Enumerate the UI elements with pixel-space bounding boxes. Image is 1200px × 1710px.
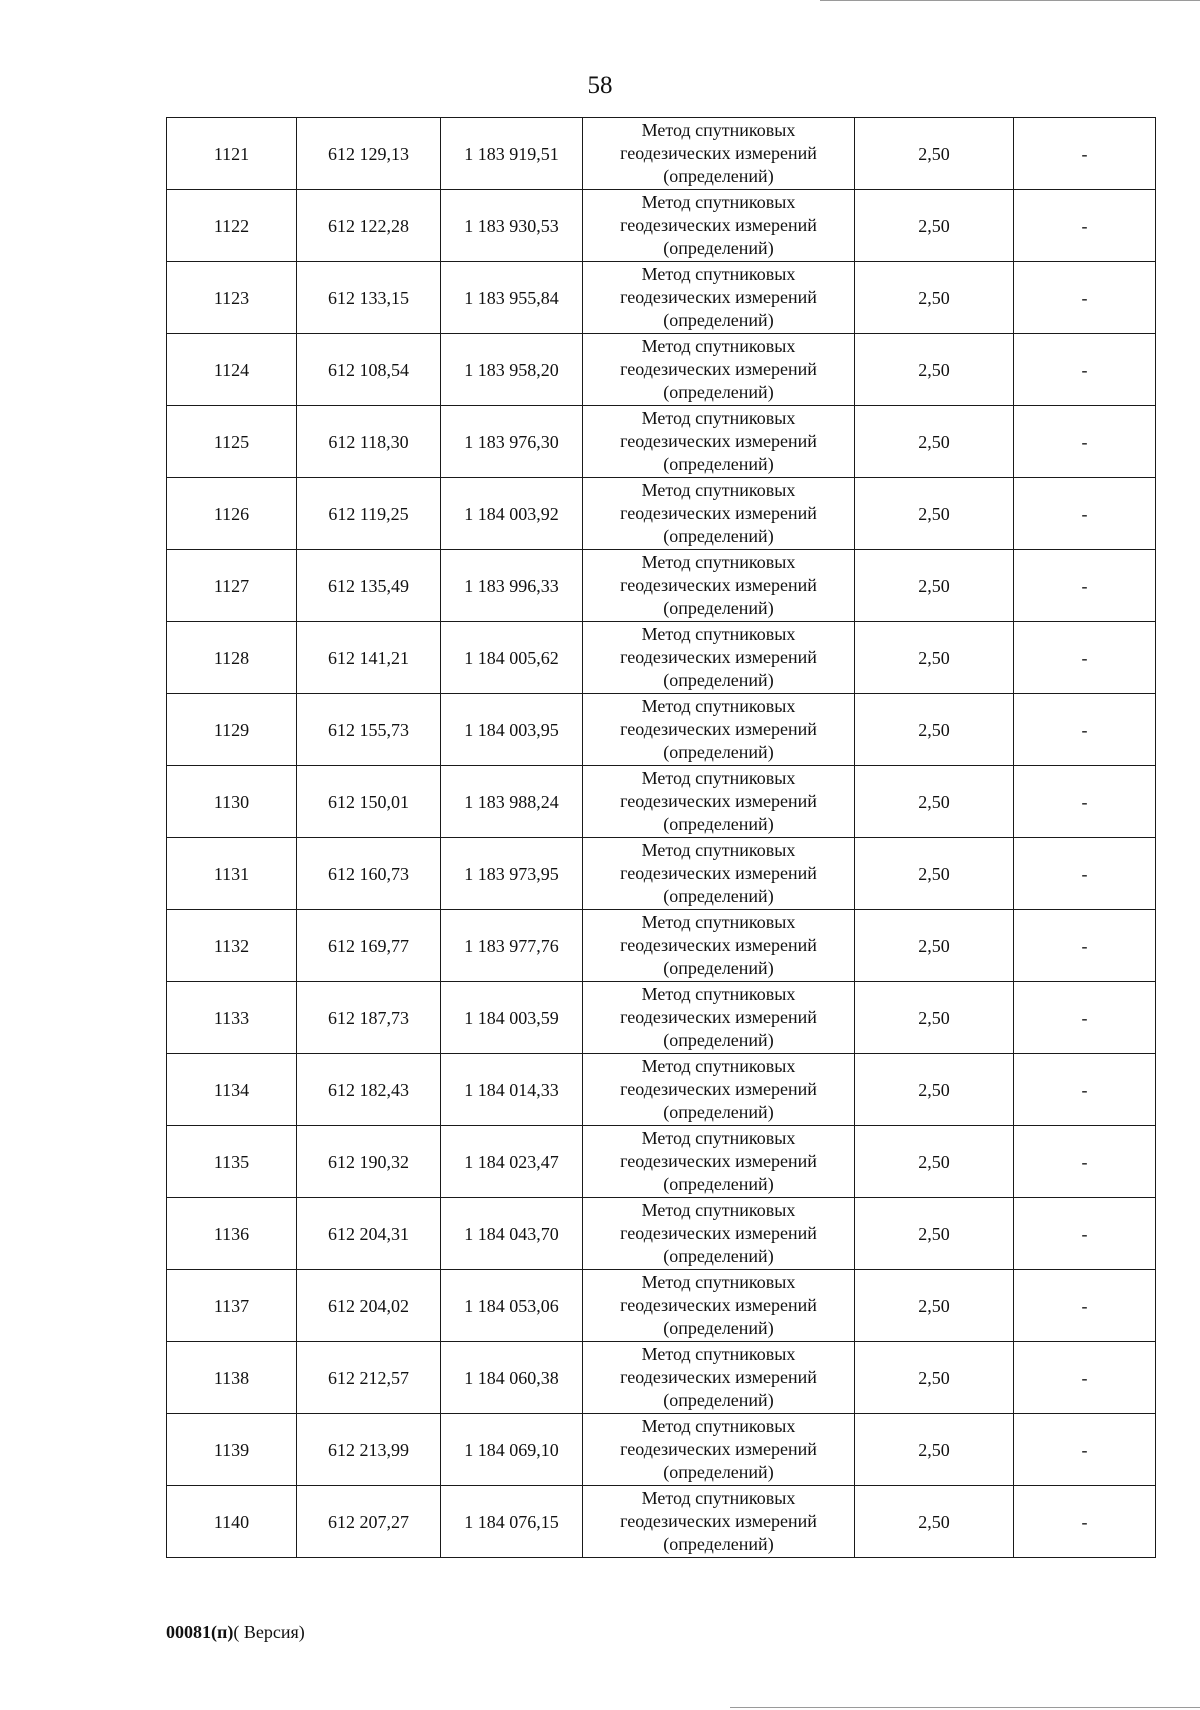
method-line: Метод спутниковых [641, 408, 796, 428]
table-row [167, 1342, 1156, 1414]
method-cell [583, 1054, 855, 1126]
method-line: Метод спутниковых [641, 1272, 796, 1292]
point-number-cell: 1133 [167, 982, 297, 1054]
method-line: (определений) [663, 598, 774, 618]
method-line: Метод спутниковых [641, 336, 796, 356]
method-cell [583, 334, 855, 406]
method-line: геодезических измерений [620, 935, 817, 955]
note-cell: - [1014, 1414, 1156, 1486]
table-row [167, 406, 1156, 478]
note-cell: - [1014, 1126, 1156, 1198]
x-coordinate-cell: 612 190,32 [297, 1126, 441, 1198]
method-cell [583, 982, 855, 1054]
method-cell [583, 766, 855, 838]
point-number-cell: 1137 [167, 1270, 297, 1342]
method-cell [583, 1198, 855, 1270]
x-coordinate-cell: 612 135,49 [297, 550, 441, 622]
method-line: Метод спутниковых [641, 768, 796, 788]
y-coordinate-cell: 1 184 069,10 [441, 1414, 583, 1486]
y-coordinate-cell: 1 183 977,76 [441, 910, 583, 982]
table-row [167, 550, 1156, 622]
note-cell: - [1014, 262, 1156, 334]
accuracy-cell: 2,50 [855, 478, 1014, 550]
y-coordinate-cell: 1 183 976,30 [441, 406, 583, 478]
method-cell [583, 550, 855, 622]
method-line: геодезических измерений [620, 1511, 817, 1531]
table-row [167, 190, 1156, 262]
table-row [167, 1198, 1156, 1270]
x-coordinate-cell: 612 155,73 [297, 694, 441, 766]
accuracy-cell: 2,50 [855, 982, 1014, 1054]
x-coordinate-cell: 612 150,01 [297, 766, 441, 838]
coordinates-table [166, 117, 1156, 1558]
table-row [167, 982, 1156, 1054]
method-line: геодезических измерений [620, 143, 817, 163]
point-number-cell: 1135 [167, 1126, 297, 1198]
x-coordinate-cell: 612 187,73 [297, 982, 441, 1054]
table-row [167, 838, 1156, 910]
method-line: (определений) [663, 382, 774, 402]
method-line: (определений) [663, 958, 774, 978]
method-line: геодезических измерений [620, 503, 817, 523]
note-cell: - [1014, 190, 1156, 262]
x-coordinate-cell: 612 122,28 [297, 190, 441, 262]
method-line: геодезических измерений [620, 431, 817, 451]
method-cell [583, 622, 855, 694]
y-coordinate-cell: 1 183 930,53 [441, 190, 583, 262]
method-line: (определений) [663, 310, 774, 330]
method-line: Метод спутниковых [641, 1128, 796, 1148]
method-line: геодезических измерений [620, 287, 817, 307]
method-line: (определений) [663, 238, 774, 258]
method-line: (определений) [663, 1174, 774, 1194]
table-row [167, 262, 1156, 334]
accuracy-cell: 2,50 [855, 334, 1014, 406]
point-number-cell: 1127 [167, 550, 297, 622]
method-line: Метод спутниковых [641, 480, 796, 500]
method-line: (определений) [663, 1534, 774, 1554]
y-coordinate-cell: 1 184 043,70 [441, 1198, 583, 1270]
x-coordinate-cell: 612 182,43 [297, 1054, 441, 1126]
method-cell [583, 406, 855, 478]
method-line: Метод спутниковых [641, 1056, 796, 1076]
method-cell [583, 1270, 855, 1342]
method-line: (определений) [663, 1318, 774, 1338]
x-coordinate-cell: 612 204,31 [297, 1198, 441, 1270]
note-cell: - [1014, 1270, 1156, 1342]
x-coordinate-cell: 612 118,30 [297, 406, 441, 478]
accuracy-cell: 2,50 [855, 1270, 1014, 1342]
accuracy-cell: 2,50 [855, 1126, 1014, 1198]
y-coordinate-cell: 1 184 014,33 [441, 1054, 583, 1126]
x-coordinate-cell: 612 119,25 [297, 478, 441, 550]
method-line: Метод спутниковых [641, 1344, 796, 1364]
method-cell [583, 118, 855, 190]
document-code: 00081(п) [166, 1622, 234, 1642]
accuracy-cell: 2,50 [855, 910, 1014, 982]
y-coordinate-cell: 1 184 005,62 [441, 622, 583, 694]
method-line: (определений) [663, 742, 774, 762]
method-line: геодезических измерений [620, 1151, 817, 1171]
x-coordinate-cell: 612 108,54 [297, 334, 441, 406]
x-coordinate-cell: 612 207,27 [297, 1486, 441, 1558]
x-coordinate-cell: 612 169,77 [297, 910, 441, 982]
method-line: (определений) [663, 1246, 774, 1266]
method-line: (определений) [663, 166, 774, 186]
method-cell [583, 1414, 855, 1486]
table-row [167, 1054, 1156, 1126]
y-coordinate-cell: 1 184 060,38 [441, 1342, 583, 1414]
point-number-cell: 1128 [167, 622, 297, 694]
point-number-cell: 1131 [167, 838, 297, 910]
point-number-cell: 1129 [167, 694, 297, 766]
method-line: геодезических измерений [620, 1079, 817, 1099]
table-row [167, 1486, 1156, 1558]
note-cell: - [1014, 1342, 1156, 1414]
method-line: Метод спутниковых [641, 696, 796, 716]
method-line: геодезических измерений [620, 215, 817, 235]
y-coordinate-cell: 1 183 996,33 [441, 550, 583, 622]
accuracy-cell: 2,50 [855, 622, 1014, 694]
table-row [167, 910, 1156, 982]
method-line: (определений) [663, 1102, 774, 1122]
x-coordinate-cell: 612 213,99 [297, 1414, 441, 1486]
method-cell [583, 478, 855, 550]
method-line: (определений) [663, 526, 774, 546]
method-line: (определений) [663, 886, 774, 906]
table-row [167, 1126, 1156, 1198]
note-cell: - [1014, 838, 1156, 910]
accuracy-cell: 2,50 [855, 1414, 1014, 1486]
method-line: геодезических измерений [620, 1223, 817, 1243]
accuracy-cell: 2,50 [855, 694, 1014, 766]
y-coordinate-cell: 1 184 053,06 [441, 1270, 583, 1342]
y-coordinate-cell: 1 183 988,24 [441, 766, 583, 838]
method-line: Метод спутниковых [641, 1200, 796, 1220]
point-number-cell: 1140 [167, 1486, 297, 1558]
y-coordinate-cell: 1 183 919,51 [441, 118, 583, 190]
note-cell: - [1014, 334, 1156, 406]
method-cell [583, 1486, 855, 1558]
note-cell: - [1014, 766, 1156, 838]
table-row [167, 478, 1156, 550]
y-coordinate-cell: 1 184 003,95 [441, 694, 583, 766]
accuracy-cell: 2,50 [855, 838, 1014, 910]
method-cell [583, 838, 855, 910]
method-line: Метод спутниковых [641, 120, 796, 140]
point-number-cell: 1139 [167, 1414, 297, 1486]
note-cell: - [1014, 478, 1156, 550]
method-cell [583, 910, 855, 982]
y-coordinate-cell: 1 184 003,59 [441, 982, 583, 1054]
y-coordinate-cell: 1 183 958,20 [441, 334, 583, 406]
method-line: Метод спутниковых [641, 840, 796, 860]
method-line: геодезических измерений [620, 1007, 817, 1027]
y-coordinate-cell: 1 184 003,92 [441, 478, 583, 550]
method-line: Метод спутниковых [641, 1488, 796, 1508]
method-line: (определений) [663, 1390, 774, 1410]
accuracy-cell: 2,50 [855, 1054, 1014, 1126]
accuracy-cell: 2,50 [855, 262, 1014, 334]
method-line: (определений) [663, 670, 774, 690]
y-coordinate-cell: 1 183 973,95 [441, 838, 583, 910]
point-number-cell: 1122 [167, 190, 297, 262]
method-line: геодезических измерений [620, 719, 817, 739]
method-line: Метод спутниковых [641, 552, 796, 572]
method-line: Метод спутниковых [641, 192, 796, 212]
point-number-cell: 1126 [167, 478, 297, 550]
point-number-cell: 1124 [167, 334, 297, 406]
point-number-cell: 1134 [167, 1054, 297, 1126]
page-number: 58 [587, 72, 613, 99]
y-coordinate-cell: 1 184 076,15 [441, 1486, 583, 1558]
x-coordinate-cell: 612 160,73 [297, 838, 441, 910]
y-coordinate-cell: 1 184 023,47 [441, 1126, 583, 1198]
method-line: (определений) [663, 814, 774, 834]
method-line: геодезических измерений [620, 863, 817, 883]
method-line: геодезических измерений [620, 575, 817, 595]
note-cell: - [1014, 694, 1156, 766]
table-row [167, 622, 1156, 694]
point-number-cell: 1132 [167, 910, 297, 982]
note-cell: - [1014, 406, 1156, 478]
note-cell: - [1014, 1486, 1156, 1558]
accuracy-cell: 2,50 [855, 190, 1014, 262]
accuracy-cell: 2,50 [855, 1198, 1014, 1270]
method-cell [583, 262, 855, 334]
accuracy-cell: 2,50 [855, 1486, 1014, 1558]
point-number-cell: 1136 [167, 1198, 297, 1270]
method-line: геодезических измерений [620, 359, 817, 379]
point-number-cell: 1121 [167, 118, 297, 190]
y-coordinate-cell: 1 183 955,84 [441, 262, 583, 334]
table-row [167, 334, 1156, 406]
scan-edge-top [820, 0, 1200, 1]
method-cell [583, 1342, 855, 1414]
method-cell [583, 1126, 855, 1198]
x-coordinate-cell: 612 212,57 [297, 1342, 441, 1414]
method-line: (определений) [663, 1462, 774, 1482]
accuracy-cell: 2,50 [855, 118, 1014, 190]
method-line: (определений) [663, 454, 774, 474]
point-number-cell: 1123 [167, 262, 297, 334]
document-version: ( Версия) [233, 1622, 305, 1642]
footer-document-code [166, 1622, 305, 1643]
method-cell [583, 694, 855, 766]
accuracy-cell: 2,50 [855, 406, 1014, 478]
table-row [167, 118, 1156, 190]
method-line: Метод спутниковых [641, 912, 796, 932]
point-number-cell: 1130 [167, 766, 297, 838]
x-coordinate-cell: 612 204,02 [297, 1270, 441, 1342]
method-line: геодезических измерений [620, 1367, 817, 1387]
method-line: геодезических измерений [620, 1439, 817, 1459]
table-row [167, 766, 1156, 838]
note-cell: - [1014, 910, 1156, 982]
accuracy-cell: 2,50 [855, 1342, 1014, 1414]
method-line: геодезических измерений [620, 647, 817, 667]
point-number-cell: 1138 [167, 1342, 297, 1414]
method-line: Метод спутниковых [641, 264, 796, 284]
accuracy-cell: 2,50 [855, 766, 1014, 838]
table-row [167, 694, 1156, 766]
method-line: (определений) [663, 1030, 774, 1050]
method-cell [583, 190, 855, 262]
x-coordinate-cell: 612 141,21 [297, 622, 441, 694]
x-coordinate-cell: 612 129,13 [297, 118, 441, 190]
note-cell: - [1014, 1054, 1156, 1126]
note-cell: - [1014, 118, 1156, 190]
method-line: Метод спутниковых [641, 1416, 796, 1436]
method-line: Метод спутниковых [641, 624, 796, 644]
note-cell: - [1014, 622, 1156, 694]
accuracy-cell: 2,50 [855, 550, 1014, 622]
method-line: геодезических измерений [620, 791, 817, 811]
table-row [167, 1414, 1156, 1486]
point-number-cell: 1125 [167, 406, 297, 478]
table-body [167, 118, 1156, 1558]
note-cell: - [1014, 982, 1156, 1054]
x-coordinate-cell: 612 133,15 [297, 262, 441, 334]
note-cell: - [1014, 550, 1156, 622]
method-line: Метод спутниковых [641, 984, 796, 1004]
method-line: геодезических измерений [620, 1295, 817, 1315]
scan-edge-bottom [730, 1707, 1200, 1708]
note-cell: - [1014, 1198, 1156, 1270]
table-row [167, 1270, 1156, 1342]
